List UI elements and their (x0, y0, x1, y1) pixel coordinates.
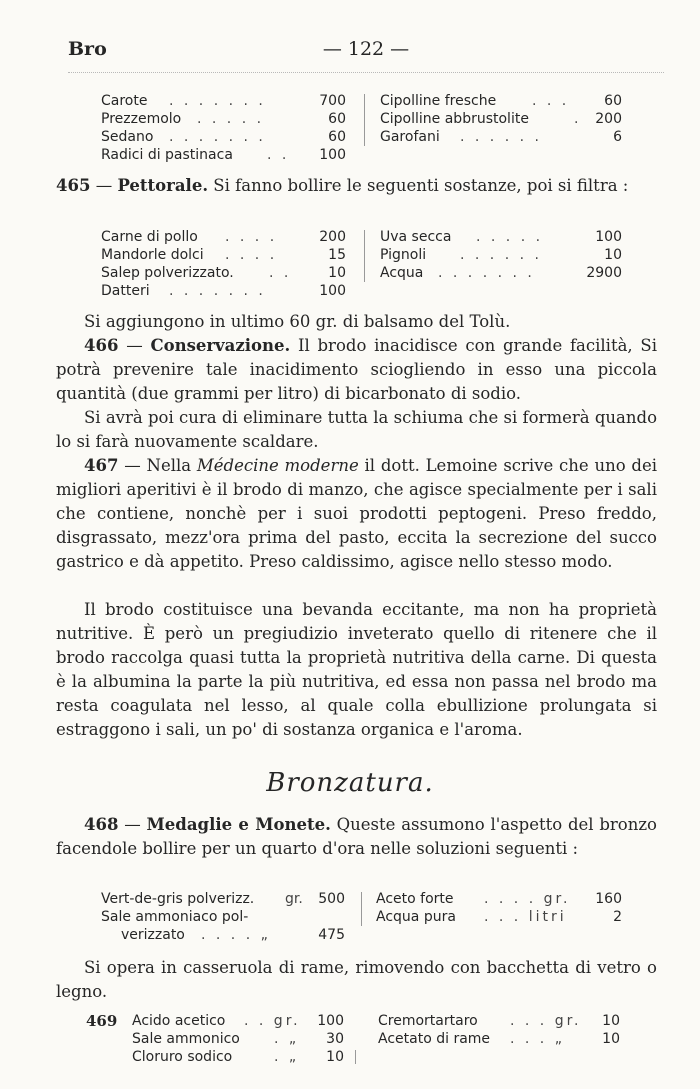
recipe-number: 466 (84, 336, 119, 355)
table-column-left (101, 890, 345, 944)
ingredients-table-2 (101, 228, 626, 300)
table-row: Salep polverizzato. . . 10 (101, 265, 346, 281)
page-number: — 122 — (322, 38, 410, 60)
table-column-left (101, 92, 346, 164)
table-row: Sale ammoniaco pol- (101, 909, 249, 925)
table-row: Carote . . . . . . . 700 (101, 93, 346, 109)
table-row: verizzato . . . . „ 475 (121, 927, 345, 943)
table-column-left (101, 228, 346, 300)
table-row: Acetato di rame . . . „ 10 (378, 1031, 620, 1047)
column-divider (364, 230, 365, 282)
page-header (68, 38, 664, 66)
table-row: Vert-de-gris polverizz. gr. 500 (101, 891, 345, 907)
recipe-467: 467 — Nella Médecine moderne il dott. Lemoine scrive che uno dei migliori aperitivi è il brodo di manzo, che agisce specialmente per i sali che contiene, nonchè per i suoi prodotti peptogeni. Preso freddo, disgrassato, mezz'ora prima del pasto, eccita la secrezione del succo gastrico e dà appetito. Preso caldissimo, agisce nello stesso modo. (56, 456, 658, 571)
paragraph: Il brodo costituisce una bevanda eccitante, ma non ha proprietà nutritive. È però un pregiudizio inveterato quello di ritenere che il brodo raccolga quasi tutta la proprietà nutritiva della carne. Di questa è la albumina la parte la più nutritiva, ed essa non passa nel brodo ma resta coagulata nel lesso, al quale colla ebullizione prolungata si estraggono i sali, un po' di sostanza organica e l'aroma. (56, 600, 657, 739)
table-row: Aceto forte . . . . gr. 160 (376, 891, 622, 907)
table-row: Prezzemolo . . . . . 60 (101, 111, 346, 127)
recipe-number: 468 (84, 815, 119, 834)
ingredients-table-3 (101, 890, 631, 946)
table-column-right (380, 228, 622, 282)
section-title: Bronzatura. (266, 768, 434, 798)
table-row: Cipolline abbrustolite . 200 (380, 111, 622, 127)
column-divider (364, 94, 365, 146)
table-row: Sale ammonico . „ 30 (132, 1031, 344, 1047)
recipe-title: Pettorale. (117, 176, 209, 195)
table-row: Uva secca . . . . . 100 (380, 229, 622, 245)
table-row: Garofani . . . . . . 6 (380, 129, 622, 145)
recipe-466: 466 — Conservazione. Il brodo inacidisce con grande facilità, Si potrà prevenire tale inacidimento sciogliendo in esso una piccola quantità (due grammi per litro) di bicarbonato di sodio. (56, 336, 657, 403)
table-row: Pignoli . . . . . . 10 (380, 247, 622, 263)
ingredients-table-1 (101, 92, 626, 164)
table-row: Carne di pollo . . . . 200 (101, 229, 346, 245)
recipe-number: 465 (56, 176, 91, 195)
table-row: Acido acetico . . gr. 100 (132, 1013, 344, 1029)
table-row: Cremortartaro . . . gr. 10 (378, 1013, 620, 1029)
header-rule (68, 72, 664, 73)
table-row: Acqua pura . . . litri 2 (376, 909, 622, 925)
recipe-465: 465 — Pettorale. Si fanno bollire le seguenti sostanze, poi si filtra : (56, 176, 629, 195)
recipe-title: Conservazione. (150, 336, 291, 355)
table-column-right (376, 890, 622, 926)
table-row: Radici di pastinaca . . 100 (101, 147, 346, 163)
table-row: Cloruro sodico . „ 10 (132, 1049, 344, 1065)
recipe-title: Medaglie e Monete. (146, 815, 331, 834)
paragraph: Si avrà poi cura di eliminare tutta la schiuma che si formerà quando lo si farà nuovamente scaldare. (56, 408, 657, 451)
paragraph: Si aggiungono in ultimo 60 gr. di balsamo del Tolù. (84, 312, 511, 331)
table-row: Acqua . . . . . . . 2900 (380, 265, 622, 281)
recipe-number: 467 (84, 456, 119, 475)
recipe-468: 468 — Medaglie e Monete. Queste assumono l'aspetto del bronzo facendole bollire per un quarto d'ora nelle soluzioni seguenti : (56, 815, 657, 858)
table-row: Datteri . . . . . . . 100 (101, 283, 346, 299)
running-head: Bro (68, 38, 107, 60)
table-column-left (132, 1012, 344, 1066)
table-row: Mandorle dolci . . . . 15 (101, 247, 346, 263)
table-row: Sedano . . . . . . . 60 (101, 129, 346, 145)
book-title: Médecine moderne (196, 456, 359, 475)
recipe-number: 469 (86, 1012, 118, 1030)
table-row: Cipolline fresche . . . 60 (380, 93, 622, 109)
ingredients-table-4 (86, 1012, 626, 1068)
column-divider (361, 892, 362, 926)
table-column-right (380, 92, 622, 146)
table-column-right (378, 1012, 620, 1048)
column-divider (355, 1050, 356, 1064)
paragraph: Si opera in casseruola di rame, rimovendo con bacchetta di vetro o legno. (56, 958, 657, 1001)
